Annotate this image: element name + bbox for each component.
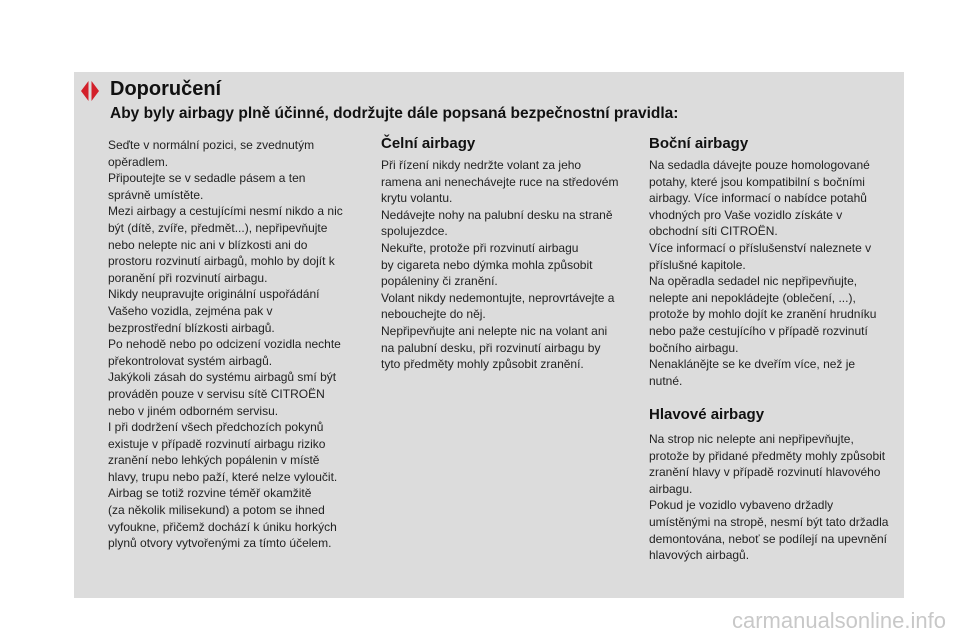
front-airbags-text: Při řízení nikdy nedržte volant za jeho ramena ani nenechávejte ruce na středovém krytu volantu. Nedávejte nohy na palubní desku na straně spolujezdce. Nekuřte, protože při rozvinutí airbagu by cigareta nebo dýmka mohla způsobit popáleniny či zranění. Volant nikdy nedemontujte, neprovrtávejte a nebouchejte do něj. Nepřipevňujte ani nelepte nic na volant ani na palubní desku, při rozvinutí airbagu by tyto předměty mohly způsobit zranění.	[381, 158, 619, 372]
side-airbags-section	[649, 157, 904, 389]
front-airbags-heading: Čelní airbagy	[381, 135, 476, 152]
head-airbags-section	[649, 431, 904, 564]
front-airbags-section	[381, 157, 636, 373]
general-recommendations-text: Seďte v normální pozici, se zvednutým opěradlem. Připoutejte se v sedadle pásem a ten správně umístěte. Mezi airbagy a cestujícími nesmí nikdo a nic být (dítě, zvíře, předmět...), nepřipevňujte nebo nelepte nic ani v blízkosti ani do prostoru rozvinutí airbagů, mohlo by dojít k poranění při rozvinutí airbagu. Nikdy neupravujte originální uspořádání Vašeho vozidla, zejména pak v bezprostřední blízkosti airbagů. Po nehodě nebo po odcizení vozidla nechte překontrolovat systém airbagů. Jakýkoli zásah do systému airbagů smí být prováděn pouze v servisu sítě CITROËN nebo v jiném odborném servisu. I při dodržení všech předchozích pokynů existuje v případě rozvinutí airbagu riziko zranění nebo lehkých popálenin v místě hlavy, trupu nebo paží, které nelze vyloučit. Airbag se totiž rozvine téměř okamžitě (za několik milisekund) a potom se ihned vyfoukne, přičemž dochází k úniku horkých plynů otvory vytvořenými za tímto účelem.	[108, 138, 343, 551]
page-title: Doporučení	[110, 78, 222, 100]
side-airbags-text: Na sedadla dávejte pouze homologované potahy, které jsou kompatibilní s bočními airbagy. Více informací o nabídce potahů vhodných pro Vaše vozidlo získáte v obchodní síti CITROËN. Více informací o příslušenství naleznete v příslušné kapitole. Na opěradla sedadel nic nepřipevňujte, nelepte ani nepokládejte (oblečení, ...), protože by mohlo dojít ke zranění hrudníku nebo paže cestujícího v případě rozvinutí bočního airbagu. Nenaklánějte se ke dveřím více, než je nutné.	[649, 158, 877, 388]
watermark: carmanualsonline.info	[731, 608, 946, 633]
head-airbags-heading: Hlavové airbagy	[649, 406, 765, 423]
general-recommendations	[108, 137, 358, 552]
page-subtitle: Aby byly airbagy plně účinné, dodržujte dále popsaná bezpečnostní pravidla:	[110, 105, 679, 122]
side-airbags-heading: Boční airbagy	[649, 135, 749, 152]
warning-diamond-icon	[80, 80, 100, 102]
head-airbags-text: Na strop nic nelepte ani nepřipevňujte, protože by přidané předměty mohly způsobit zranění hlavy v případě rozvinutí hlavového airbagu. Pokud je vozidlo vybaveno držadly umístěnými na stropě, nesmí být tato držadla demontována, neboť se podílejí na upevnění hlavových airbagů.	[649, 432, 889, 563]
